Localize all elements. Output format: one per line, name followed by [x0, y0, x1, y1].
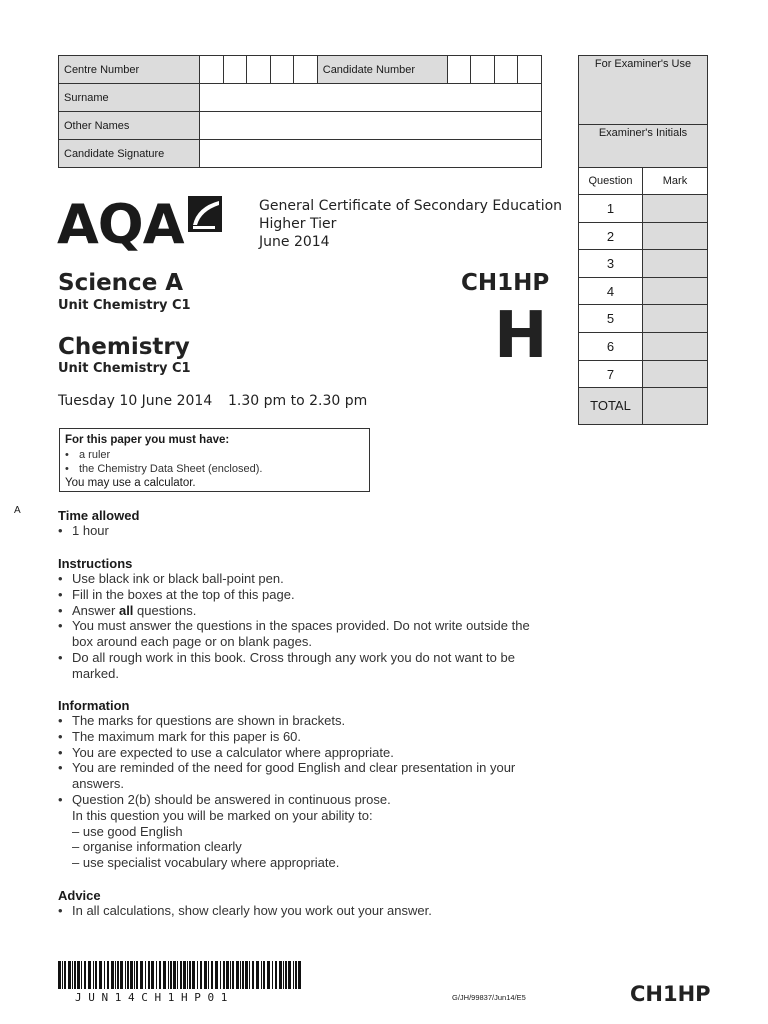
qualification-line: General Certificate of Secondary Education: [259, 198, 563, 214]
centre-number-box[interactable]: [294, 56, 318, 84]
materials-item: • a ruler: [65, 448, 364, 462]
aqa-mark-icon: [187, 195, 223, 233]
question-mark-box[interactable]: [642, 222, 708, 251]
examiner-use-title: For Examiner's Use: [578, 55, 708, 125]
tier-letter: H: [494, 299, 548, 373]
information-section: [58, 698, 538, 871]
question-mark-box[interactable]: [642, 360, 708, 389]
list-item: • Fill in the boxes at the top of this page.: [58, 587, 538, 603]
session-line: June 2014: [259, 234, 330, 250]
list-item: • In all calculations, show clearly how you work out your answer.: [58, 903, 538, 919]
information-list: [58, 713, 538, 871]
candidate-number-box[interactable]: [447, 56, 471, 84]
prose-point: – organise information clearly: [72, 839, 242, 855]
question-number: 1: [578, 194, 643, 223]
examiner-use-box: [578, 55, 708, 425]
prose-intro: In this question you will be marked on your ability to:: [72, 807, 373, 823]
question-mark-box[interactable]: [642, 249, 708, 278]
margin-mark: A: [14, 505, 21, 516]
question-number: 7: [578, 360, 643, 389]
centre-number-box[interactable]: [200, 56, 224, 84]
instructions-list: [58, 571, 538, 682]
question-number: 2: [578, 222, 643, 251]
mark-header: Mark: [642, 167, 708, 195]
question-mark-box[interactable]: [642, 332, 708, 361]
list-item: • The maximum mark for this paper is 60.: [58, 729, 538, 745]
time-allowed-title: Time allowed: [58, 508, 140, 523]
candidate-signature-field[interactable]: [200, 140, 542, 168]
subject-title: Science A: [58, 270, 184, 296]
question-mark-box[interactable]: [642, 304, 708, 333]
total-mark-box[interactable]: [642, 387, 708, 425]
materials-title: For this paper you must have:: [65, 434, 230, 446]
unit-title-2: Unit Chemistry C1: [58, 361, 191, 376]
paper-reference: G/JH/99837/Jun14/E5: [452, 993, 526, 1002]
aqa-logo: AQA: [57, 190, 227, 260]
question-mark-box[interactable]: [642, 277, 708, 306]
candidate-number-box[interactable]: [518, 56, 542, 84]
candidate-number-box[interactable]: [494, 56, 518, 84]
surname-field[interactable]: [200, 84, 542, 112]
list-item: • You must answer the questions in the spaces provided. Do not write outside the box around each page or on blank pages.: [58, 618, 538, 650]
candidate-details-table: [58, 55, 542, 165]
list-item: • You are reminded of the need for good English and clear presentation in your answers.: [58, 760, 538, 792]
unit-title: Unit Chemistry C1: [58, 298, 191, 313]
question-number: 4: [578, 277, 643, 306]
information-title: Information: [58, 698, 130, 713]
instructions-section: [58, 556, 538, 682]
list-item: • You are expected to use a calculator where appropriate.: [58, 745, 538, 761]
barcode: [58, 961, 302, 991]
candidate-signature-label: Candidate Signature: [59, 140, 200, 168]
exam-date: Tuesday 10 June 2014: [58, 393, 213, 409]
list-item: • Do all rough work in this book. Cross through any work you do not want to be marked.: [58, 650, 538, 682]
barcode-text: J U N 1 4 C H 1 H P 0 1: [75, 991, 228, 1004]
paper-code: CH1HP: [461, 270, 550, 296]
examiner-initials-label: Examiner's Initials: [578, 124, 708, 168]
advice-title: Advice: [58, 888, 101, 903]
list-item: • Use black ink or black ball-point pen.: [58, 571, 538, 587]
prose-question: • Question 2(b) should be answered in continuous prose.: [72, 791, 391, 807]
question-header: Question: [578, 167, 643, 195]
materials-note: You may use a calculator.: [65, 476, 196, 489]
centre-number-box[interactable]: [247, 56, 271, 84]
list-item: [58, 792, 538, 871]
exam-info: [259, 197, 562, 251]
other-names-field[interactable]: [200, 112, 542, 140]
materials-item: • the Chemistry Data Sheet (enclosed).: [65, 462, 364, 476]
total-label: TOTAL: [578, 387, 643, 425]
advice-section: [58, 888, 538, 919]
materials-box: [59, 428, 370, 492]
centre-number-box[interactable]: [223, 56, 247, 84]
tier-line: Higher Tier: [259, 216, 337, 232]
other-names-label: Other Names: [59, 112, 200, 140]
centre-number-label: Centre Number: [59, 56, 200, 84]
footer-paper-code: CH1HP: [630, 982, 711, 1006]
prose-point: – use good English: [72, 823, 183, 839]
question-number: 5: [578, 304, 643, 333]
surname-label: Surname: [59, 84, 200, 112]
advice-list: [58, 903, 538, 919]
time-allowed-list: [58, 523, 538, 539]
exam-time: 1.30 pm to 2.30 pm: [228, 393, 368, 409]
centre-number-box[interactable]: [270, 56, 294, 84]
question-number: 6: [578, 332, 643, 361]
question-mark-box[interactable]: [642, 194, 708, 223]
list-item: • Answer all questions.: [58, 603, 538, 619]
question-number: 3: [578, 249, 643, 278]
subject-title-2: Chemistry: [58, 334, 190, 360]
candidate-number-box[interactable]: [471, 56, 495, 84]
instructions-title: Instructions: [58, 556, 133, 571]
materials-list: [65, 448, 364, 476]
list-item: • The marks for questions are shown in brackets.: [58, 713, 538, 729]
prose-point: – use specialist vocabulary where appropriate.: [72, 855, 340, 871]
candidate-number-label: Candidate Number: [317, 56, 447, 84]
time-allowed-section: [58, 508, 538, 539]
list-item: • 1 hour: [58, 523, 538, 539]
